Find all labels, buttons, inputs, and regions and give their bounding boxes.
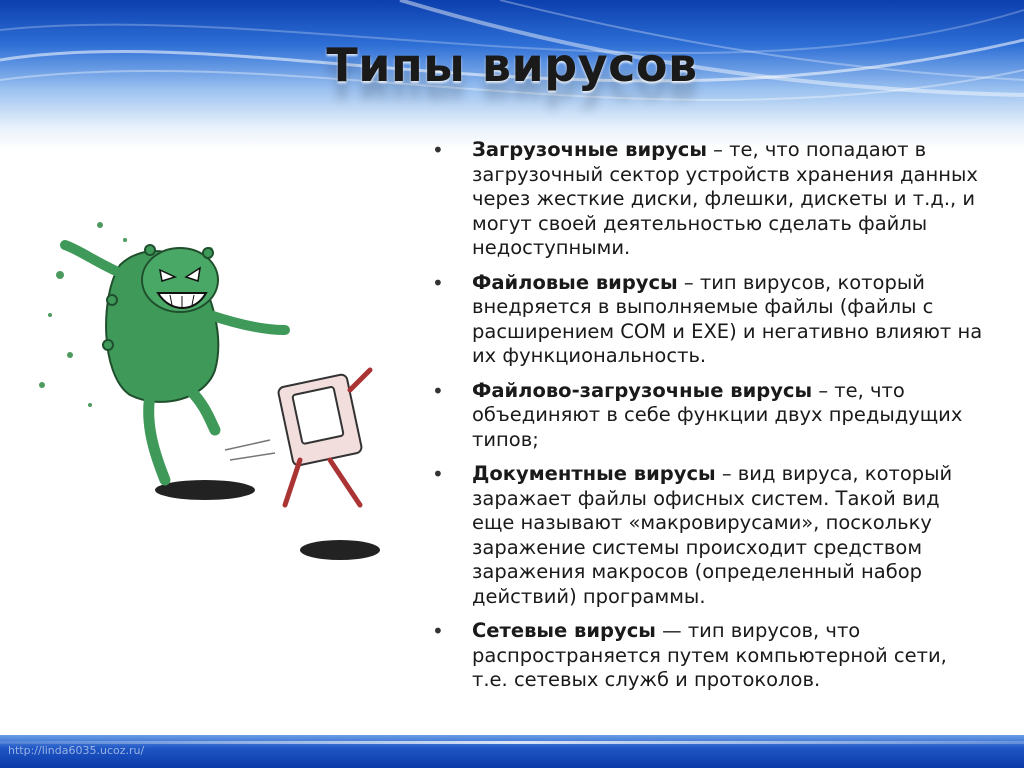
slide-title: Типы вирусов (326, 38, 698, 92)
item-text: — тип вирусов, что распространяется путем компьютерной сети, т.е. сетевых служб и протоколов. (472, 619, 947, 691)
bottom-streak (0, 741, 1024, 744)
item-term: Загрузочные вирусы (472, 138, 707, 161)
virus-chasing-computer-illustration (30, 205, 410, 575)
list-item (428, 462, 988, 609)
bullet-icon: • (432, 619, 444, 643)
item-term: Файловые вирусы (472, 270, 678, 294)
list-item (428, 619, 988, 693)
item-text: – вид вируса, который заражает файлы офисных систем. Такой вид еще называют «макровирусами», поскольку заражение системы происходит средством заражения макросов (определенный набор действий) программы. (472, 462, 953, 608)
list-item (428, 138, 988, 261)
bottom-bar (0, 735, 1024, 768)
item-text: – те, что попадают в загрузочный сектор устройств хранения данных через жесткие диски, флешки, дискеты и т.д., и могут своей деятельностью сделать файлы недоступными. (472, 138, 978, 259)
watermark: http://linda6035.ucoz.ru/ (8, 744, 145, 757)
item-term: Сетевые вирусы (472, 619, 656, 642)
virus-shadow (155, 480, 255, 500)
item-term: Документные вирусы (472, 462, 716, 485)
bullet-icon: • (432, 270, 444, 295)
list-item (428, 379, 988, 453)
list-item (428, 271, 988, 369)
computer-shadow (300, 540, 380, 560)
bullet-icon: • (432, 378, 444, 403)
virus-types-list (428, 138, 988, 703)
bullet-icon: • (432, 138, 444, 162)
bullet-icon: • (432, 462, 444, 486)
item-term: Файлово-загрузочные вирусы (472, 378, 813, 402)
item-text: – тип вирусов, который внедряется в выполняемые файлы (файлы с расширением COM и EXE) и негативно влияют на их функциональность. (472, 270, 983, 367)
item-text: – те, что объединяют в себе функции двух предыдущих типов; (472, 378, 963, 451)
